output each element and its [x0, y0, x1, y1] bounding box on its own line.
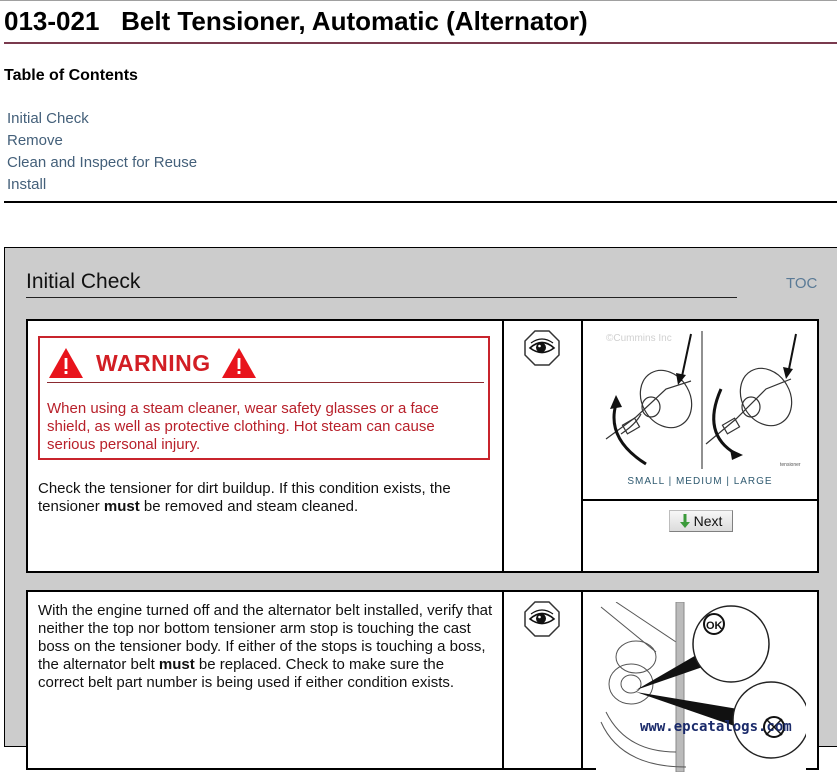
arrow-down-icon: [680, 514, 690, 528]
emphasis-must: must: [158, 656, 195, 673]
figure-size-links: SMALL | MEDIUM | LARGE: [627, 476, 773, 487]
toc-link-initial-check[interactable]: Initial Check: [7, 110, 89, 127]
warning-triangle-icon: [221, 347, 257, 379]
step-text-cell: [28, 592, 504, 768]
belt-stop-illustration-icon: [596, 602, 806, 772]
section-title: Initial Check: [26, 270, 141, 293]
size-medium-link[interactable]: MEDIUM: [675, 476, 723, 487]
toc-back-link[interactable]: TOC: [786, 275, 818, 292]
toc-list: [7, 108, 197, 196]
document-title: 013-021 Belt Tensioner, Automatic (Alternator): [4, 6, 588, 36]
watermark-text: www.epcatalogs.com: [640, 719, 792, 735]
warning-text: When using a steam cleaner, wear safety glasses or a face shield, as well as protective clothing. Hot steam can cause serious personal injury.: [47, 400, 439, 453]
toc-link-remove[interactable]: Remove: [7, 132, 63, 149]
section-divider: [26, 297, 737, 298]
size-large-link[interactable]: LARGE: [733, 476, 773, 487]
step-row-1: [26, 319, 819, 573]
eye-inspect-icon: [524, 601, 560, 637]
step-nav-area: [583, 501, 817, 571]
size-small-link[interactable]: SMALL: [627, 476, 665, 487]
svg-text:tensioner: tensioner: [780, 462, 801, 468]
toc-link-clean-inspect[interactable]: Clean and Inspect for Reuse: [7, 154, 198, 171]
top-border: [0, 0, 837, 1]
tensioner-figure[interactable]: [596, 329, 806, 469]
warning-divider: [47, 382, 484, 383]
title-divider: [4, 42, 837, 44]
step-icon-cell: [504, 321, 583, 571]
next-button[interactable]: Next: [669, 510, 733, 532]
svg-text:©Cummins Inc: ©Cummins Inc: [606, 333, 672, 344]
warning-header: [48, 345, 257, 381]
step-figure-cell: [583, 592, 817, 768]
toc-heading: Table of Contents: [4, 67, 138, 84]
section-panel-initial-check: [4, 247, 837, 747]
step-instruction: Check the tensioner for dirt buildup. If this condition exists, the tensioner must be removed and steam cleaned.: [38, 480, 451, 515]
belt-stop-figure[interactable]: [596, 602, 806, 772]
warning-triangle-icon: [48, 347, 84, 379]
tensioner-illustration-icon: [596, 329, 806, 469]
step-text-cell: [28, 321, 504, 571]
toc-divider: [4, 201, 837, 203]
step-instruction: With the engine turned off and the alternator belt installed, verify that neither the top nor bottom tensioner arm stop is touching the cast boss on the tensioner body. If either of the stops is touching a boss, the alternator belt must be replaced. Check to make sure the correct belt part number is being used if either condition exists.: [38, 602, 493, 691]
warning-box: [38, 336, 490, 460]
emphasis-must: must: [103, 498, 140, 515]
eye-inspect-icon: [524, 330, 560, 366]
step-row-2: [26, 590, 819, 770]
step-figure-cell: [583, 321, 817, 571]
step-icon-cell: [504, 592, 583, 768]
toc-link-install[interactable]: Install: [7, 176, 47, 193]
warning-label: WARNING: [96, 349, 211, 376]
svg-text:OK: OK: [706, 620, 723, 632]
figure-area: [583, 321, 817, 501]
